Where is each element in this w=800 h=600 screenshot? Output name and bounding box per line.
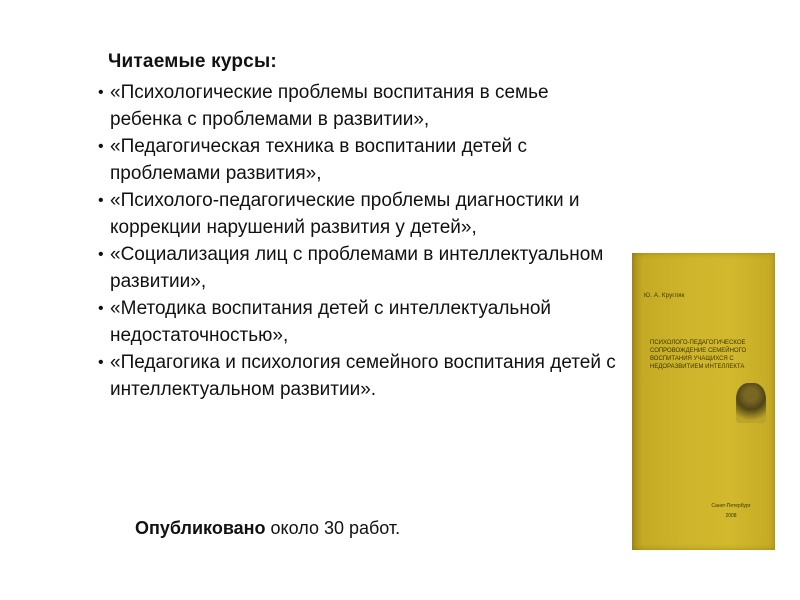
- course-item-text: «Психолого-педагогические проблемы диагностики и коррекции нарушений развития у детей»,: [110, 190, 580, 238]
- courses-section: [96, 48, 616, 403]
- course-item: [96, 79, 616, 133]
- published-count: около 30 работ.: [265, 518, 401, 538]
- author-photo: [736, 383, 766, 423]
- course-item: [96, 241, 616, 295]
- courses-title: Читаемые курсы:: [108, 51, 277, 72]
- course-item: [96, 295, 616, 349]
- course-item: [96, 349, 616, 403]
- bullet-icon: •: [98, 246, 104, 263]
- bullet-icon: •: [98, 138, 104, 155]
- course-item: [96, 187, 616, 241]
- published-label: Опубликовано: [135, 518, 266, 538]
- book-title: ПСИХОЛОГО-ПЕДАГОГИЧЕСКОЕ СОПРОВОЖДЕНИЕ СЕМЕЙНОГО ВОСПИТАНИЯ УЧАЩИХСЯ С НЕДОРАЗВИТИЕМ ИНТЕЛЛЕКТА: [650, 340, 747, 370]
- bullet-icon: •: [98, 354, 104, 371]
- bullet-icon: •: [98, 300, 104, 317]
- course-item-text: «Психологические проблемы воспитания в семье ребенка с проблемами в развитии»,: [110, 82, 549, 130]
- book-cover-image: [632, 253, 775, 550]
- bullet-icon: •: [98, 84, 104, 101]
- book-author: Ю. А. Кругляк: [644, 293, 685, 299]
- book-city: Санкт-Петербург: [711, 503, 751, 509]
- course-item-text: «Методика воспитания детей с интеллектуальной недостаточностью»,: [110, 298, 552, 346]
- course-item: [96, 133, 616, 187]
- course-item-text: «Социализация лиц с проблемами в интеллектуальном развитии»,: [110, 244, 604, 292]
- course-item-text: «Педагогическая техника в воспитании детей с проблемами развития»,: [110, 136, 528, 184]
- published-note: [135, 516, 405, 540]
- course-list: [96, 79, 616, 403]
- course-item-text: «Педагогика и психология семейного воспитания детей с интеллектуальном развитии».: [110, 352, 616, 400]
- book-year: 2008: [725, 513, 737, 519]
- bullet-icon: •: [98, 192, 104, 209]
